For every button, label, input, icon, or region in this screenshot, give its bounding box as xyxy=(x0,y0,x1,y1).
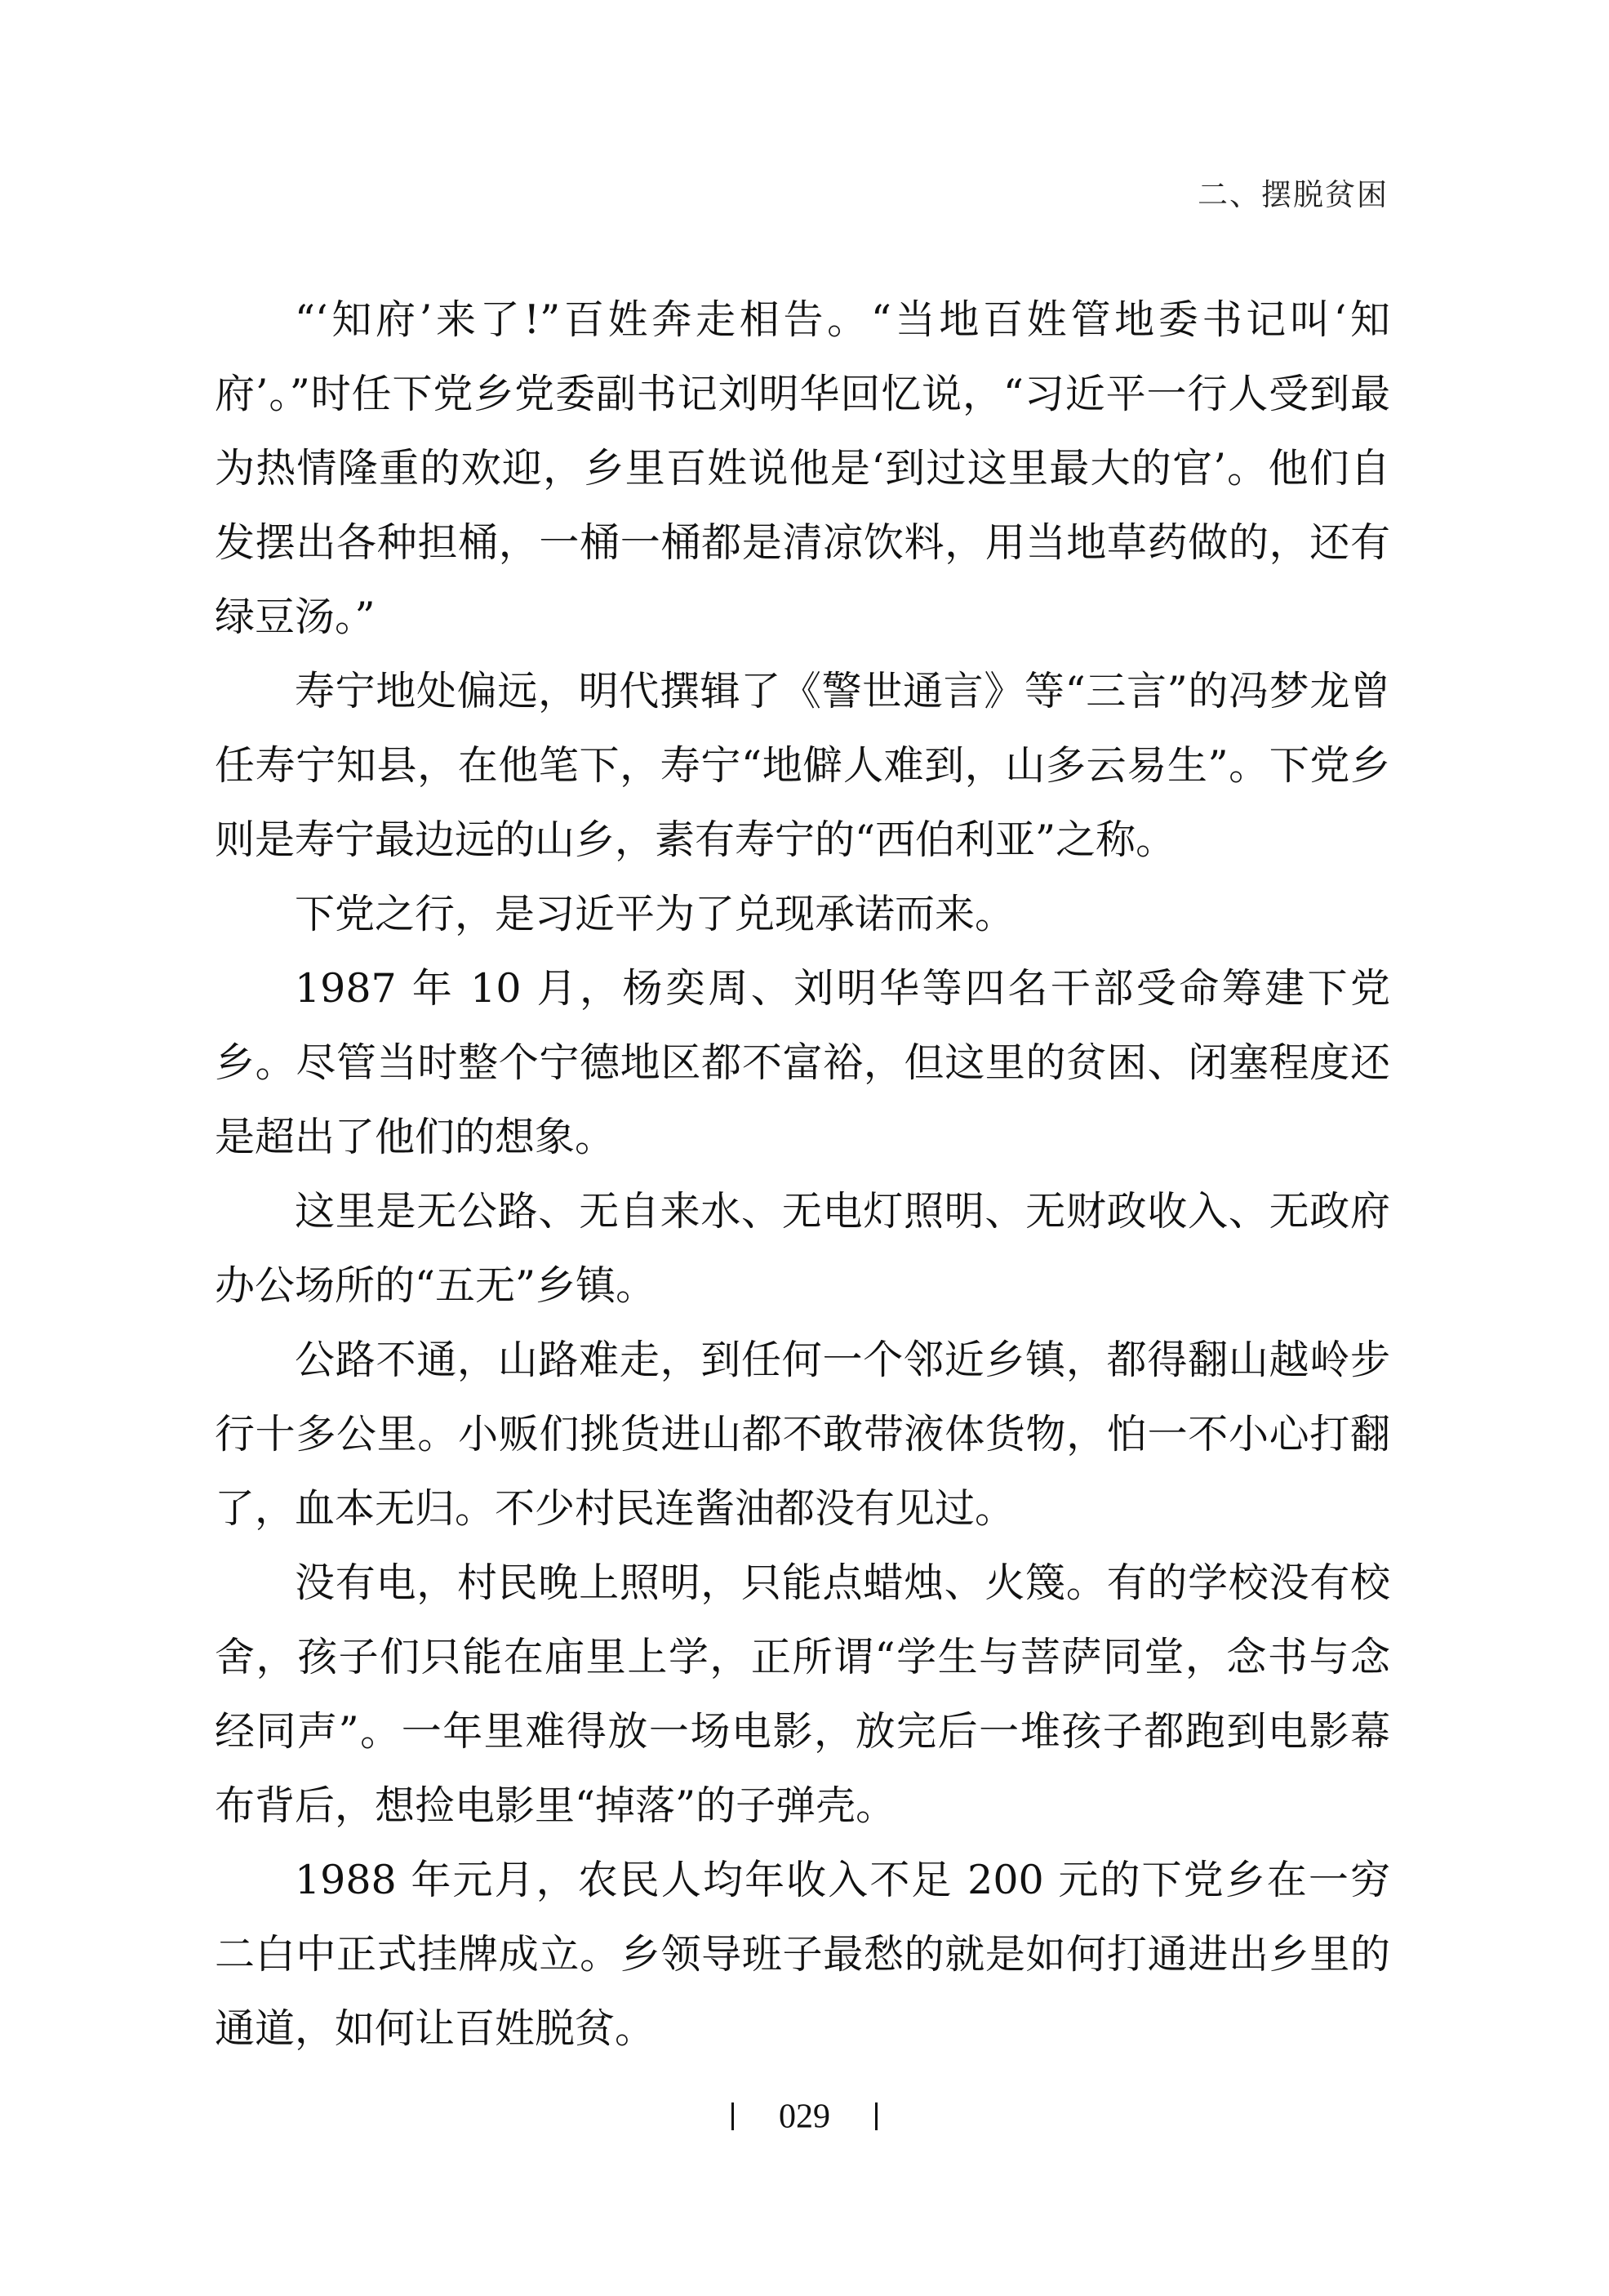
paragraph: 没有电，村民晚上照明，只能点蜡烛、火篾。有的学校没有校舍，孩子们只能在庙里上学，正所谓“学生与菩萨同堂，念书与念经同声”。一年里难得放一场电影，放完后一堆孩子都跑到电影幕布背后，想捡电影里“掉落”的子弹壳。 xyxy=(215,1560,1390,1829)
running-header: 二、摆脱贫困 xyxy=(1198,177,1389,212)
page-footer xyxy=(0,2094,1609,2136)
paragraph: 寿宁地处偏远，明代撰辑了《警世通言》等“三言”的冯梦龙曾任寿宁知县，在他笔下，寿宁“地僻人难到，山多云易生”。下党乡则是寿宁最边远的山乡，素有寿宁的“西伯利亚”之称。 xyxy=(215,668,1390,863)
paragraph: 这里是无公路、无自来水、无电灯照明、无财政收入、无政府办公场所的“五无”乡镇。 xyxy=(215,1188,1390,1309)
paragraph: 1987 年 10 月，杨奕周、刘明华等四名干部受命筹建下党乡。尽管当时整个宁德地区都不富裕，但这里的贫困、闭塞程度还是超出了他们的想象。 xyxy=(215,965,1390,1160)
paragraph: 1988 年元月，农民人均年收入不足 200 元的下党乡在一穷二白中正式挂牌成立。乡领导班子最愁的就是如何打通进出乡里的通道，如何让百姓脱贫。 xyxy=(215,1857,1390,2052)
body-text xyxy=(215,283,1390,2066)
right-rule xyxy=(875,2102,878,2130)
paragraph: 公路不通，山路难走，到任何一个邻近乡镇，都得翻山越岭步行十多公里。小贩们挑货进山都不敢带液体货物，怕一不小心打翻了，血本无归。不少村民连酱油都没有见过。 xyxy=(215,1337,1390,1532)
paragraph: 下党之行，是习近平为了兑现承诺而来。 xyxy=(295,891,1016,937)
page-number: 029 xyxy=(779,2098,830,2136)
paragraph: “‘知府’来了!”百姓奔走相告。“当地百姓管地委书记叫‘知府’。”时任下党乡党委副书记刘明华回忆说，“习近平一行人受到最为热情隆重的欢迎，乡里百姓说他是‘到过这里最大的官’。他们自发摆出各种担桶，一桶一桶都是清凉饮料，用当地草药做的，还有绿豆汤。” xyxy=(215,296,1390,640)
left-rule xyxy=(731,2102,734,2130)
